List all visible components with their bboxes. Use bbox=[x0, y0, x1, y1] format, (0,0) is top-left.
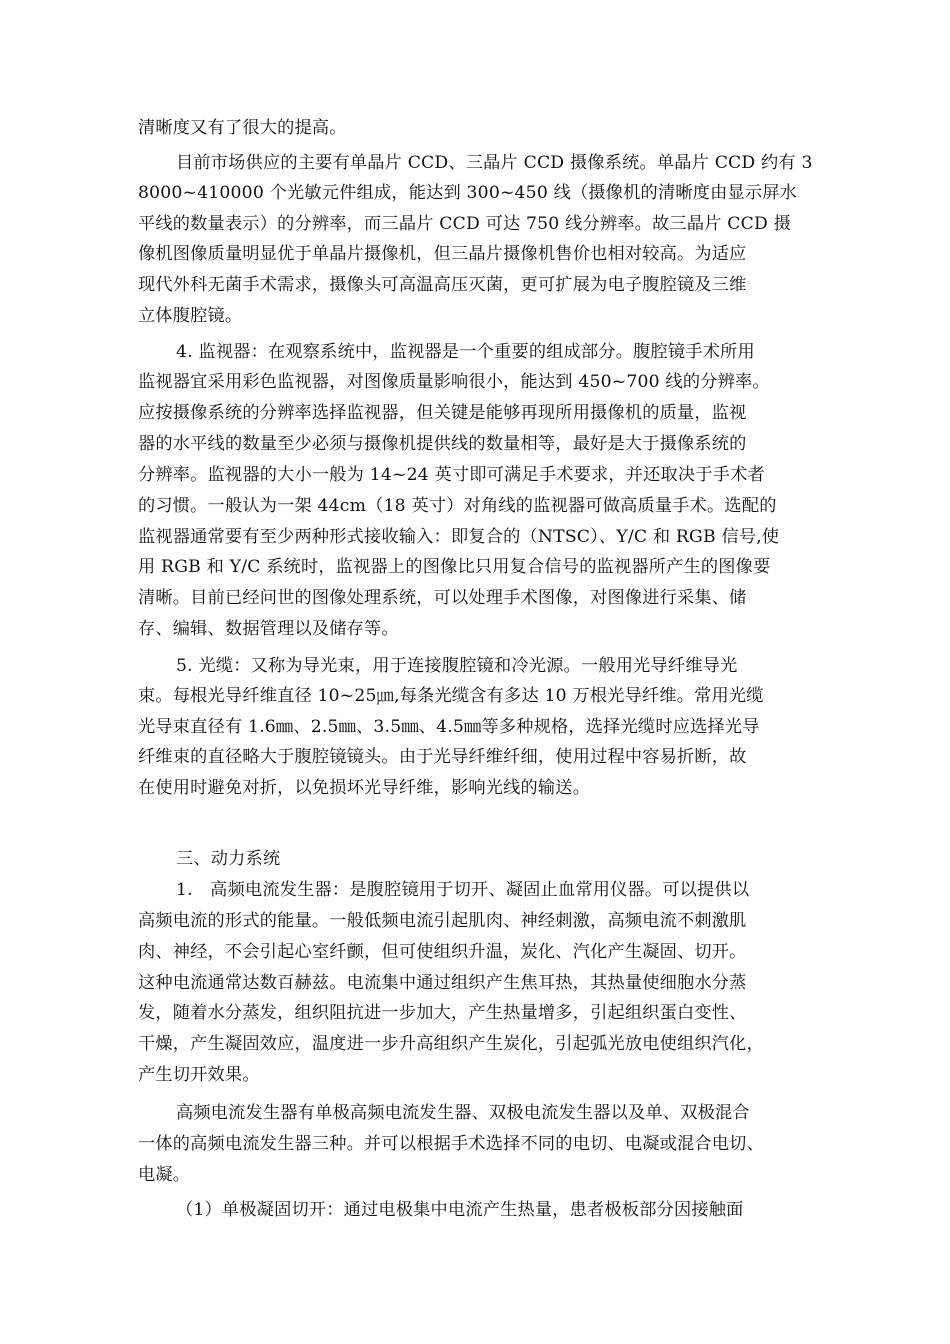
text-line: 分辨率。监视器的大小一般为 14~24 英寸即可满足手术要求，并还取决于手术者 bbox=[138, 465, 765, 485]
text-line: 在使用时避免对折，以免损坏光导纤维，影响光线的输送。 bbox=[138, 778, 591, 798]
paragraph-line: 高频电流发生器有单极高频电流发生器、双极电流发生器以及单、双极混合 bbox=[176, 1103, 750, 1123]
text-line: 用 RGB 和 Y/C 系统时，监视器上的图像比只用复合信号的监视器所产生的图像要 bbox=[138, 557, 771, 577]
text-line: 现代外科无菌手术需求，摄像头可高温高压灭菌，更可扩展为电子腹腔镜及三维 bbox=[138, 275, 747, 295]
text-line: 像机图像质量明显优于单晶片摄像机，但三晶片摄像机售价也相对较高。为适应 bbox=[138, 244, 747, 264]
text-line: 8000~410000 个光敏元件组成，能达到 300~450 线（摄像机的清晰度由显示屏水 bbox=[138, 183, 798, 203]
text-line: 光导束直径有 1.6㎜、2.5㎜、3.5㎜、4.5㎜等多种规格，选择光缆时应选择光导 bbox=[138, 717, 760, 737]
text-line: 立体腹腔镜。 bbox=[138, 306, 243, 326]
paragraph-line: 目前市场供应的主要有单晶片 CCD、三晶片 CCD 摄像系统。单晶片 CCD 约有 3 bbox=[176, 153, 813, 173]
text-line: 肉、神经，不会引起心室纤颤，但可使组织升温，炭化、汽化产生凝固、切开。 bbox=[138, 942, 747, 962]
text-line: 平线的数量表示）的分辨率，而三晶片 CCD 可达 750 线分辨率。故三晶片 CCD 摄 bbox=[138, 214, 791, 234]
paragraph-line: 5. 光缆：又称为导光束，用于连接腹腔镜和冷光源。一般用光导纤维导光 bbox=[176, 656, 738, 676]
text-line: 这种电流通常达数百赫兹。电流集中通过组织产生焦耳热，其热量使细胞水分蒸 bbox=[138, 973, 747, 993]
text-line: 干燥，产生凝固效应，温度进一步升高组织产生炭化，引起弧光放电使组织汽化， bbox=[138, 1034, 764, 1054]
text-line: 清晰。目前已经问世的图像处理系统，可以处理手术图像，对图像进行采集、储 bbox=[138, 588, 747, 608]
paragraph-line: （1）单极凝固切开：通过电极集中电流产生热量，患者极板部分因接触面 bbox=[176, 1200, 744, 1220]
text-line: 存、编辑、数据管理以及储存等。 bbox=[138, 619, 399, 639]
text-line: 清晰度又有了很大的提高。 bbox=[138, 118, 347, 138]
text-line: 监视器宜采用彩色监视器，对图像质量影响很小，能达到 450~700 线的分辨率。 bbox=[138, 372, 770, 392]
text-line: 高频电流的形式的能量。一般低频电流引起肌肉、神经刺激，高频电流不刺激肌 bbox=[138, 911, 747, 931]
paragraph-line: 4. 监视器：在观察系统中，监视器是一个重要的组成部分。腹腔镜手术所用 bbox=[176, 342, 755, 362]
text-line: 发，随着水分蒸发，组织阻抗进一步加大，产生热量增多，引起组织蛋白变性、 bbox=[138, 1003, 747, 1023]
text-line: 电凝。 bbox=[138, 1165, 191, 1185]
section-heading: 三、动力系统 bbox=[176, 849, 281, 869]
text-line: 器的水平线的数量至少必须与摄像机提供线的数量相等，最好是大于摄像系统的 bbox=[138, 434, 747, 454]
text-line: 束。每根光导纤维直径 10~25㎛,每条光缆含有多达 10 万根光导纤维。常用光缆 bbox=[138, 686, 764, 706]
text-line: 一体的高频电流发生器三种。并可以根据手术选择不同的电切、电凝或混合电切、 bbox=[138, 1134, 764, 1154]
text-line: 的习惯。一般认为一架 44cm（18 英寸）对角线的监视器可做高质量手术。选配的 bbox=[138, 496, 777, 516]
text-line: 监视器通常要有至少两种形式接收输入：即复合的（NTSC）、Y/C 和 RGB 信号,使 bbox=[138, 527, 780, 547]
paragraph-line: 1. 高频电流发生器：是腹腔镜用于切开、凝固止血常用仪器。可以提供以 bbox=[176, 880, 750, 900]
text-line: 产生切开效果。 bbox=[138, 1065, 260, 1085]
text-line: 纤维束的直径略大于腹腔镜镜头。由于光导纤维纤细，使用过程中容易折断，故 bbox=[138, 747, 747, 767]
text-line: 应按摄像系统的分辨率选择监视器，但关键是能够再现所用摄像机的质量，监视 bbox=[138, 403, 747, 423]
